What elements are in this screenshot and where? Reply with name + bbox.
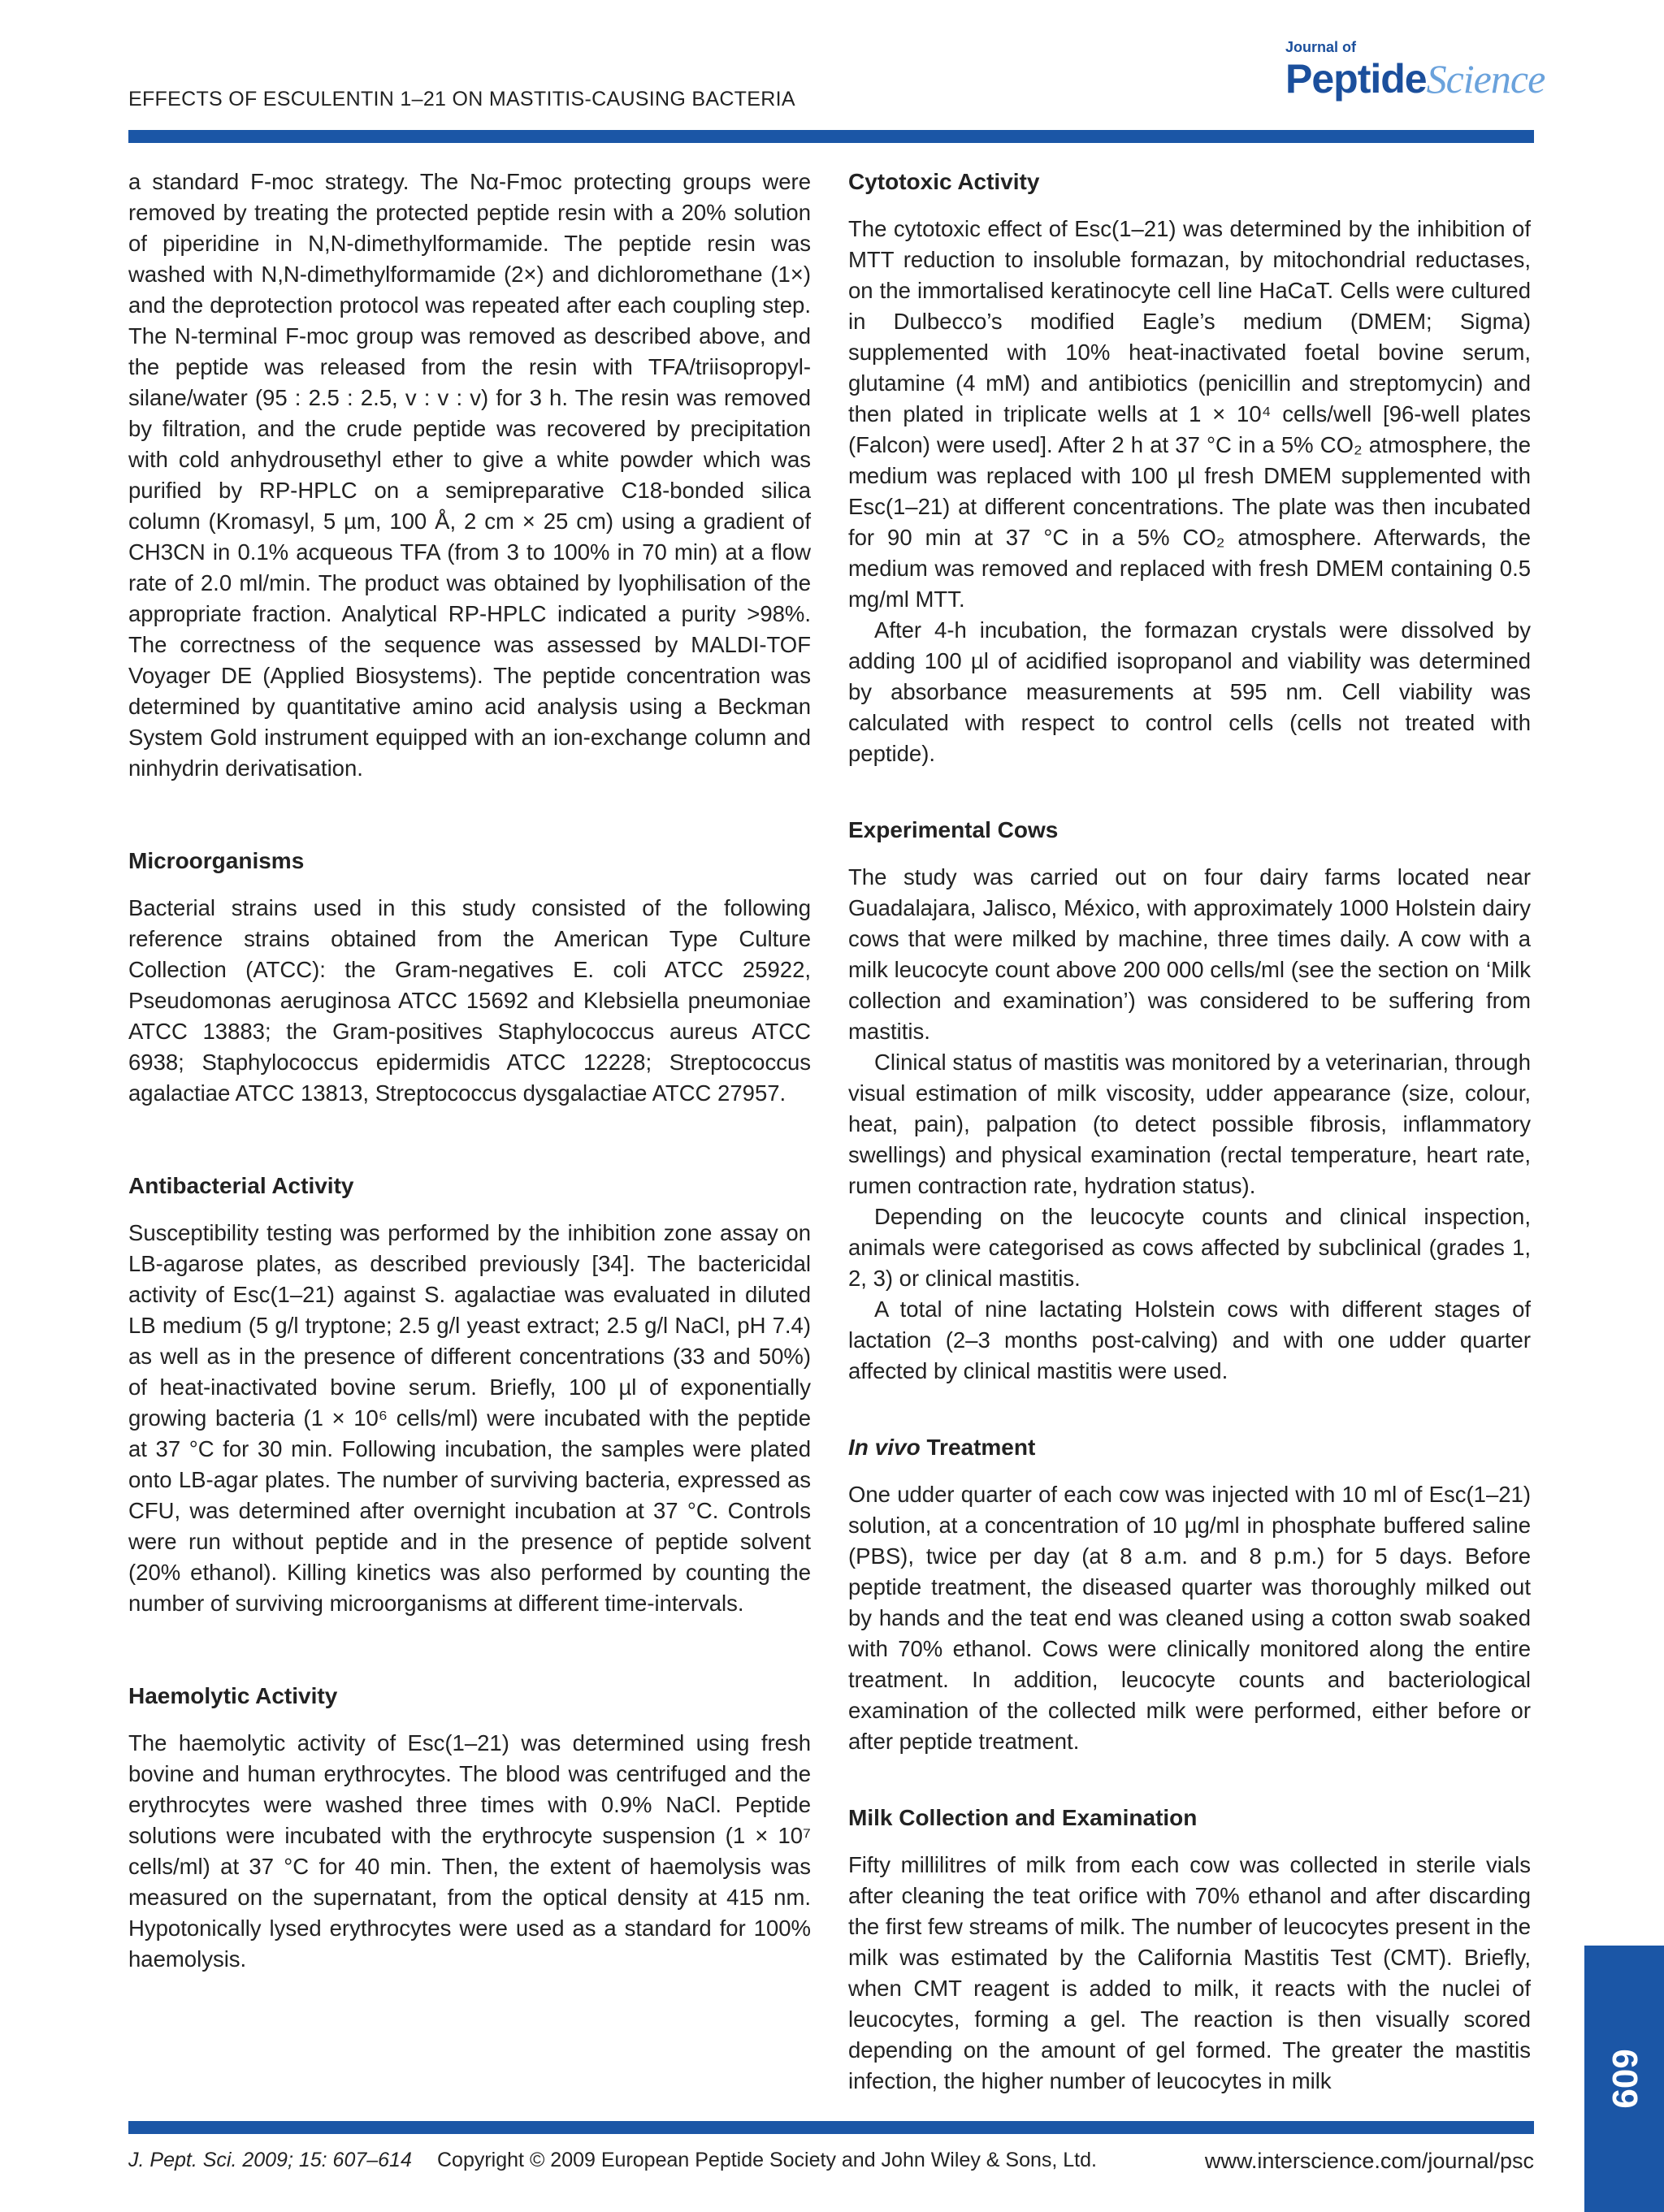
- cows-paragraph-1: The study was carried out on four dairy farms located near Guadalajara, Jalisco, México, with approximately 1000 Holstein dairy cows that were milked by machine, three times daily. A cow with a milk leucocyte count above 200 000 cells/ml (see the section on ‘Milk collection and examination’) was considered to be suffering from mastitis.: [848, 864, 1531, 1044]
- logo-peptide: Peptide: [1285, 56, 1427, 102]
- right-column: [848, 167, 1531, 2097]
- section-heading-microorganisms: Microorganisms: [128, 848, 305, 873]
- running-head: EFFECTS OF ESCULENTIN 1–21 ON MASTITIS-CAUSING BACTERIA: [128, 88, 795, 110]
- footer-url-link[interactable]: www.interscience.com/journal/psc: [1204, 2149, 1534, 2173]
- section-heading-in-vivo: [848, 1432, 1531, 1463]
- in-vivo-italic: In vivo: [848, 1435, 921, 1460]
- cows-paragraph-3: Depending on the leucocyte counts and clinical inspection, animals were categorised as cows affected by subclinical (grades 1, 2, 3) or clinical mastitis.: [848, 1204, 1531, 1291]
- cows-paragraph-2: Clinical status of mastitis was monitored by a veterinarian, through visual estimation of milk viscosity, udder appearance (size, colour, heat, pain), palpation (to detect possible fibrosis, inflammatory swellings) and physical examination (rectal temperature, heart rate, rumen contraction rate, hydration status).: [848, 1050, 1531, 1198]
- in-vivo-paragraph: One udder quarter of each cow was injected with 10 ml of Esc(1–21) solution, at a concentration of 10 µg/ml in phosphate buffered saline (PBS), twice per day (at 8 a.m. and 8 p.m.) for 5 days. Before peptide treatment, the diseased quarter was thoroughly milked out by hands and the teat end was cleaned using a cotton swab soaked with 70% ethanol. Cows were clinically monitored along the entire treatment. In addition, leucocyte counts and bacteriological examination of the collected milk were performed, either before or after peptide treatment.: [848, 1482, 1531, 1754]
- antibacterial-paragraph: Susceptibility testing was performed by the inhibition zone assay on LB-agarose plates, as described previously [34]. The bactericidal activity of Esc(1–21) against S. agalactiae was evaluated in diluted LB medium (5 g/l tryptone; 2.5 g/l yeast extract; 2.5 g/l NaCl, pH 7.4) as well as in the presence of different concentrations (33 and 50%) of heat-inactivated bovine serum. Briefly, 100 µl of exponentially growing bacteria (1 × 10⁶ cells/ml) were incubated with the peptide at 37 °C for 30 min. Following incubation, the samples were plated onto LB-agar plates. The number of surviving bacteria, expressed as CFU, was determined after overnight incubation at 37 °C. Controls were run without peptide and in the presence of peptide solvent (20% ethanol). Killing kinetics was also performed by counting the number of surviving microorganisms at different time-intervals.: [128, 1220, 811, 1616]
- page-number-tab: [1584, 1946, 1664, 2212]
- footer-rule: [128, 2121, 1534, 2134]
- footer: [128, 2149, 1534, 2172]
- cytotoxic-paragraph-1: The cytotoxic effect of Esc(1–21) was determined by the inhibition of MTT reduction to insoluble formazan, by mitochondrial reductases, on the immortalised keratinocyte cell line HaCaT. Cells were cultured in Dulbecco’s modified Eagle’s medium (DMEM; Sigma) supplemented with 10% heat-inactivated foetal bovine serum, glutamine (4 mM) and antibiotics (penicillin and streptomycin) and then plated in triplicate wells at 1 × 10⁴ cells/well [96-well plates (Falcon) were used]. After 2 h at 37 °C in a 5% CO₂ atmosphere, the medium was replaced with 100 µl fresh DMEM supplemented with Esc(1–21) at different concentrations. The plate was then incubated for 90 min at 37 °C in a 5% CO₂ atmosphere. Afterwards, the medium was removed and replaced with fresh DMEM containing 0.5 mg/ml MTT.: [848, 216, 1531, 612]
- footer-copyright: Copyright © 2009 European Peptide Society and John Wiley & Sons, Ltd.: [437, 2149, 1097, 2171]
- in-vivo-rest: Treatment: [920, 1435, 1036, 1460]
- header-rule: [128, 130, 1534, 143]
- section-heading-antibacterial: Antibacterial Activity: [128, 1173, 354, 1198]
- section-heading-cytotoxic: Cytotoxic Activity: [848, 169, 1040, 194]
- cows-paragraph-4: A total of nine lactating Holstein cows with different stages of lactation (2–3 months post-calving) and with one udder quarter affected by clinical mastitis were used.: [848, 1296, 1531, 1383]
- intro-paragraph: a standard F-moc strategy. The Nα-Fmoc protecting groups were removed by treating the protected peptide resin with a 20% solution of piperidine in N,N-dimethylformamide. The peptide resin was washed with N,N-dimethylformamide (2×) and dichloromethane (1×) and the deprotection protocol was repeated after each coupling step. The N-terminal F-moc group was removed as described above, and the peptide was released from the resin with TFA/triisopropyl-silane/water (95 : 2.5 : 2.5, v : v : v) for 3 h. The resin was removed by filtration, and the crude peptide was recovered by precipitation with cold anhydrousethyl ether to give a white powder which was purified by RP-HPLC on a semipreparative C18-bonded silica column (Kromasyl, 5 µm, 100 Å, 2 cm × 25 cm) using a gradient of CH3CN in 0.1% acqueous TFA (from 3 to 100% in 70 min) at a flow rate of 2.0 ml/min. The product was obtained by lyophilisation of the appropriate fraction. Analytical RP-HPLC indicated a purity >98%. The correctness of the sequence was assessed by MALDI-TOF Voyager DE (Applied Biosystems). The peptide concentration was determined by quantitative amino acid analysis using a Beckman System Gold instrument equipped with an ion-exchange column and ninhydrin derivatisation.: [128, 169, 811, 781]
- logo-science: Science: [1426, 56, 1545, 102]
- milk-collection-paragraph: Fifty millilitres of milk from each cow was collected in sterile vials after cleaning the teat orifice with 70% ethanol and after discarding the first few streams of milk. The number of leucocytes present in the milk was estimated by the California Mastitis Test (CMT). Briefly, when CMT reagent is added to milk, it reacts with the nuclei of leucocytes, forming a gel. The reaction is then visually scored depending on the amount of gel formed. The greater the mastitis infection, the higher number of leucocytes in milk: [848, 1852, 1531, 2093]
- section-heading-milk-collection: Milk Collection and Examination: [848, 1805, 1198, 1830]
- left-column: [128, 167, 811, 1975]
- page-number: 609: [1605, 2049, 1644, 2109]
- footer-citation: J. Pept. Sci. 2009; 15: 607–614: [128, 2149, 412, 2171]
- logo-main-text: [1285, 55, 1545, 102]
- haemolytic-paragraph: The haemolytic activity of Esc(1–21) was determined using fresh bovine and human erythrocytes. The blood was centrifuged and the erythrocytes were washed three times with 0.9% NaCl. Peptide solutions were incubated with the erythrocyte suspension (1 × 10⁷ cells/ml) at 37 °C for 40 min. Then, the extent of haemolysis was measured on the supernatant, from the optical density at 415 nm. Hypotonically lysed erythrocytes were used as a standard for 100% haemolysis.: [128, 1730, 811, 1972]
- microorganisms-paragraph: Bacterial strains used in this study consisted of the following reference strains obtained from the American Type Culture Collection (ATCC): the Gram-negatives E. coli ATCC 25922, Pseudomonas aeruginosa ATCC 15692 and Klebsiella pneumoniae ATCC 13883; the Gram-positives Staphylococcus aureus ATCC 6938; Staphylococcus epidermidis ATCC 12228; Streptococcus agalactiae ATCC 13813, Streptococcus dysgalactiae ATCC 27957.: [128, 895, 811, 1106]
- logo-small-text: Journal of: [1285, 39, 1357, 55]
- cytotoxic-paragraph-2: After 4-h incubation, the formazan crystals were dissolved by adding 100 µl of acidified isopropanol and viability was determined by absorbance measurements at 595 nm. Cell viability was calculated with respect to control cells (cells not treated with peptide).: [848, 617, 1531, 766]
- section-heading-experimental-cows: Experimental Cows: [848, 817, 1059, 842]
- section-heading-haemolytic: Haemolytic Activity: [128, 1683, 338, 1708]
